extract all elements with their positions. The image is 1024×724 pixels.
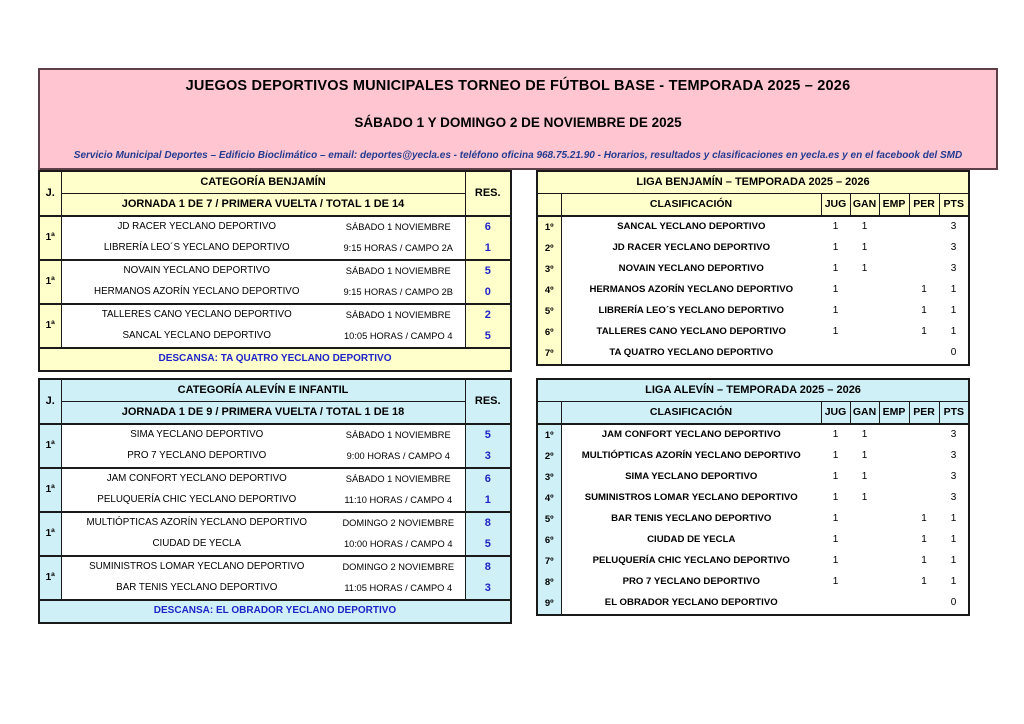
standing-position: 4º xyxy=(537,280,561,301)
standing-gan: 1 xyxy=(861,429,868,441)
match-jornada: 1ª xyxy=(39,468,61,512)
standing-pts: 1 xyxy=(950,513,957,525)
match-date: DOMINGO 2 NOVIEMBRE xyxy=(332,556,465,578)
pts-header: PTS xyxy=(939,402,969,425)
benjamin-standings-table xyxy=(536,170,970,366)
standing-pts: 1 xyxy=(950,576,957,588)
standing-pts: 3 xyxy=(950,221,957,233)
match-away-team: PELUQUERÍA CHIC YECLANO DEPORTIVO xyxy=(97,494,297,506)
standing-position: 7º xyxy=(537,343,561,365)
standing-per xyxy=(909,259,939,280)
standing-gan: 1 xyxy=(861,492,868,504)
rest-row xyxy=(39,348,511,371)
standing-team: PRO 7 YECLANO DEPORTIVO xyxy=(622,576,760,588)
standing-pts: 0 xyxy=(950,347,957,359)
alevin-matches-table xyxy=(38,378,512,624)
match-row xyxy=(39,512,511,534)
contact-info-line: Servicio Municipal Deportes – Edificio Bioclimático – email: deportes@yecla.es - teléfono oficina 968.75.21.90 - Horarios, resultados y clasificaciones en yecla.es y en el facebook del SMD xyxy=(73,150,963,161)
match-away-score: 5 xyxy=(465,326,511,348)
standing-per xyxy=(909,446,939,467)
standing-gan: 1 xyxy=(861,221,868,233)
league-title-row xyxy=(537,379,969,402)
standing-emp xyxy=(879,424,909,446)
standing-team: BAR TENIS YECLANO DEPORTIVO xyxy=(611,513,772,525)
standing-jug: 1 xyxy=(832,221,839,233)
match-row xyxy=(39,446,511,468)
standing-emp xyxy=(879,259,909,280)
standings-row xyxy=(537,216,969,238)
match-home-score: 6 xyxy=(465,468,511,490)
match-row xyxy=(39,578,511,600)
standing-team: JD RACER YECLANO DEPORTIVO xyxy=(612,242,771,254)
match-row xyxy=(39,260,511,282)
standing-emp xyxy=(879,509,909,530)
match-home-team: TALLERES CANO YECLANO DEPORTIVO xyxy=(61,304,332,326)
standing-jug: 1 xyxy=(832,326,839,338)
standing-per: 1 xyxy=(921,534,927,546)
standing-per: 1 xyxy=(921,284,927,296)
standing-jug: 1 xyxy=(832,429,839,441)
benjamin-matches-table xyxy=(38,170,512,372)
standing-position: 3º xyxy=(537,259,561,280)
standing-team: SUMINISTROS LOMAR YECLANO DEPORTIVO xyxy=(584,492,798,504)
per-header: PER xyxy=(909,402,939,425)
standing-pts: 3 xyxy=(950,242,957,254)
standing-team: TA QUATRO YECLANO DEPORTIVO xyxy=(609,347,774,359)
match-date: SÁBADO 1 NOVIEMBRE xyxy=(332,468,465,490)
league-title: LIGA BENJAMÍN – TEMPORADA 2025 – 2026 xyxy=(537,171,969,194)
standing-gan xyxy=(850,572,879,593)
match-jornada: 1ª xyxy=(39,304,61,348)
standing-jug xyxy=(821,593,850,615)
position-column-header xyxy=(537,194,561,217)
match-time-venue: 10:00 HORAS / CAMPO 4 xyxy=(343,538,453,549)
match-jornada: 1ª xyxy=(39,424,61,468)
standing-position: 1º xyxy=(537,216,561,238)
standing-pts: 1 xyxy=(950,534,957,546)
table-header-row xyxy=(39,171,511,194)
standing-team: PELUQUERÍA CHIC YECLANO DEPORTIVO xyxy=(592,555,790,567)
standing-emp xyxy=(879,322,909,343)
match-home-score: 5 xyxy=(465,260,511,282)
match-away-score: 3 xyxy=(465,578,511,600)
standings-row xyxy=(537,467,969,488)
standings-row xyxy=(537,301,969,322)
standings-row xyxy=(537,509,969,530)
standing-gan: 1 xyxy=(861,471,868,483)
standing-jug: 1 xyxy=(832,450,839,462)
match-row xyxy=(39,326,511,348)
standing-team: MULTIÓPTICAS AZORÍN YECLANO DEPORTIVO xyxy=(581,450,801,462)
category-header: CATEGORÍA ALEVÍN E INFANTIL xyxy=(61,379,465,402)
match-row xyxy=(39,238,511,260)
standings-row xyxy=(537,259,969,280)
match-jornada: 1ª xyxy=(39,512,61,556)
standing-team: EL OBRADOR YECLANO DEPORTIVO xyxy=(604,597,778,609)
match-date: SÁBADO 1 NOVIEMBRE xyxy=(332,216,465,238)
match-date: SÁBADO 1 NOVIEMBRE xyxy=(332,304,465,326)
standing-gan xyxy=(850,343,879,365)
pts-header: PTS xyxy=(939,194,969,217)
standing-position: 2º xyxy=(537,238,561,259)
standing-emp xyxy=(879,593,909,615)
match-away-team: CIUDAD DE YECLA xyxy=(152,538,242,550)
standing-jug: 1 xyxy=(832,513,839,525)
standing-jug: 1 xyxy=(832,471,839,483)
rest-row xyxy=(39,600,511,623)
standing-pts: 3 xyxy=(950,429,957,441)
standing-per xyxy=(909,216,939,238)
jornada-info-row xyxy=(39,402,511,425)
match-time-venue: 10:05 HORAS / CAMPO 4 xyxy=(343,330,453,341)
tournament-banner xyxy=(38,68,998,170)
standing-position: 7º xyxy=(537,551,561,572)
per-header: PER xyxy=(909,194,939,217)
standing-pts: 3 xyxy=(950,450,957,462)
standing-jug: 1 xyxy=(832,242,839,254)
standing-jug: 1 xyxy=(832,555,839,567)
standing-per xyxy=(909,593,939,615)
standing-per xyxy=(909,238,939,259)
standings-row xyxy=(537,424,969,446)
standing-gan xyxy=(850,509,879,530)
clasificacion-header: CLASIFICACIÓN xyxy=(561,402,821,425)
standing-position: 3º xyxy=(537,467,561,488)
standing-gan: 1 xyxy=(861,242,868,254)
table-header-row xyxy=(39,379,511,402)
match-row xyxy=(39,556,511,578)
standing-per xyxy=(909,467,939,488)
standings-row xyxy=(537,593,969,615)
standing-gan xyxy=(850,593,879,615)
standing-emp xyxy=(879,530,909,551)
jug-header: JUG xyxy=(821,194,850,217)
tournament-title: JUEGOS DEPORTIVOS MUNICIPALES TORNEO DE FÚTBOL BASE - TEMPORADA 2025 – 2026 xyxy=(185,78,851,94)
standing-team: NOVAIN YECLANO DEPORTIVO xyxy=(618,263,764,275)
league-title-row xyxy=(537,171,969,194)
res-column-header: RES. xyxy=(465,379,511,424)
standing-per xyxy=(909,488,939,509)
match-away-team: SANCAL YECLANO DEPORTIVO xyxy=(122,330,271,342)
match-date: DOMINGO 2 NOVIEMBRE xyxy=(332,512,465,534)
standing-jug: 1 xyxy=(832,263,839,275)
match-away-score: 1 xyxy=(465,238,511,260)
standing-jug: 1 xyxy=(832,534,839,546)
standing-per: 1 xyxy=(921,326,927,338)
match-away-score: 5 xyxy=(465,534,511,556)
match-row xyxy=(39,468,511,490)
standing-per: 1 xyxy=(921,513,927,525)
standing-gan xyxy=(850,551,879,572)
match-row xyxy=(39,216,511,238)
standing-position: 4º xyxy=(537,488,561,509)
standings-row xyxy=(537,322,969,343)
standing-pts: 3 xyxy=(950,471,957,483)
gan-header: GAN xyxy=(850,402,879,425)
standings-header-row xyxy=(537,402,969,425)
jornada-column-header: J. xyxy=(39,379,61,424)
standing-per: 1 xyxy=(921,555,927,567)
standing-emp xyxy=(879,238,909,259)
standing-emp xyxy=(879,301,909,322)
match-home-score: 2 xyxy=(465,304,511,326)
match-away-team: LIBRERÍA LEO´S YECLANO DEPORTIVO xyxy=(103,242,290,254)
jug-header: JUG xyxy=(821,402,850,425)
match-row xyxy=(39,304,511,326)
standings-row xyxy=(537,343,969,365)
standing-pts: 1 xyxy=(950,555,957,567)
standing-position: 6º xyxy=(537,322,561,343)
resting-team: DESCANSA: EL OBRADOR YECLANO DEPORTIVO xyxy=(39,600,511,623)
standing-team: LIBRERÍA LEO´S YECLANO DEPORTIVO xyxy=(598,305,784,317)
standing-per: 1 xyxy=(921,305,927,317)
standing-emp xyxy=(879,280,909,301)
standing-position: 8º xyxy=(537,572,561,593)
standing-pts: 3 xyxy=(950,492,957,504)
league-title: LIGA ALEVÍN – TEMPORADA 2025 – 2026 xyxy=(537,379,969,402)
standing-gan xyxy=(850,280,879,301)
standing-team: JAM CONFORT YECLANO DEPORTIVO xyxy=(601,429,781,441)
standings-row xyxy=(537,530,969,551)
standing-emp xyxy=(879,572,909,593)
standing-pts: 1 xyxy=(950,326,957,338)
standings-row xyxy=(537,280,969,301)
standings-row xyxy=(537,488,969,509)
match-time-venue: 11:10 HORAS / CAMPO 4 xyxy=(344,494,453,505)
standing-position: 2º xyxy=(537,446,561,467)
standing-jug: 1 xyxy=(832,576,839,588)
standing-team: SANCAL YECLANO DEPORTIVO xyxy=(617,221,766,233)
standing-jug: 1 xyxy=(832,492,839,504)
position-column-header xyxy=(537,402,561,425)
standing-position: 6º xyxy=(537,530,561,551)
standing-emp xyxy=(879,216,909,238)
match-date: SÁBADO 1 NOVIEMBRE xyxy=(332,424,465,446)
standing-team: TALLERES CANO YECLANO DEPORTIVO xyxy=(596,326,786,338)
alevin-standings-table xyxy=(536,378,970,616)
jornada-info-row xyxy=(39,194,511,217)
standing-jug: 1 xyxy=(832,284,839,296)
match-home-score: 6 xyxy=(465,216,511,238)
standing-pts: 1 xyxy=(950,284,957,296)
match-date: SÁBADO 1 NOVIEMBRE xyxy=(332,260,465,282)
match-home-team: SIMA YECLANO DEPORTIVO xyxy=(61,424,332,446)
standing-emp xyxy=(879,343,909,365)
match-time-venue: 9:15 HORAS / CAMPO 2B xyxy=(343,286,454,297)
standing-emp xyxy=(879,446,909,467)
match-away-score: 0 xyxy=(465,282,511,304)
standing-per xyxy=(909,424,939,446)
match-jornada: 1ª xyxy=(39,260,61,304)
match-row xyxy=(39,534,511,556)
match-away-score: 1 xyxy=(465,490,511,512)
standing-position: 9º xyxy=(537,593,561,615)
match-away-team: PRO 7 YECLANO DEPORTIVO xyxy=(127,450,267,462)
match-time-venue: 9:00 HORAS / CAMPO 4 xyxy=(346,450,450,461)
match-jornada: 1ª xyxy=(39,216,61,260)
standing-position: 1º xyxy=(537,424,561,446)
match-away-score: 3 xyxy=(465,446,511,468)
gan-header: GAN xyxy=(850,194,879,217)
emp-header: EMP xyxy=(879,194,909,217)
match-row xyxy=(39,490,511,512)
standing-pts: 3 xyxy=(950,263,957,275)
standing-pts: 1 xyxy=(950,305,957,317)
match-time-venue: 11:05 HORAS / CAMPO 4 xyxy=(344,582,453,593)
match-home-score: 5 xyxy=(465,424,511,446)
res-column-header: RES. xyxy=(465,171,511,216)
emp-header: EMP xyxy=(879,402,909,425)
match-home-team: MULTIÓPTICAS AZORÍN YECLANO DEPORTIVO xyxy=(61,512,332,534)
match-home-team: NOVAIN YECLANO DEPORTIVO xyxy=(61,260,332,282)
standing-pts: 0 xyxy=(950,597,957,609)
standing-jug xyxy=(821,343,850,365)
standing-team: CIUDAD DE YECLA xyxy=(647,534,736,546)
standing-gan: 1 xyxy=(861,263,868,275)
standing-gan xyxy=(850,301,879,322)
jornada-info: JORNADA 1 DE 7 / PRIMERA VUELTA / TOTAL 1 DE 14 xyxy=(61,194,465,217)
match-time-venue: 9:15 HORAS / CAMPO 2A xyxy=(343,242,454,253)
jornada-info: JORNADA 1 DE 9 / PRIMERA VUELTA / TOTAL 1 DE 18 xyxy=(61,402,465,425)
match-row xyxy=(39,282,511,304)
match-home-score: 8 xyxy=(465,556,511,578)
standing-team: HERMANOS AZORÍN YECLANO DEPORTIVO xyxy=(589,284,794,296)
category-header: CATEGORÍA BENJAMÍN xyxy=(61,171,465,194)
match-home-team: JD RACER YECLANO DEPORTIVO xyxy=(61,216,332,238)
standing-per xyxy=(909,343,939,365)
standing-position: 5º xyxy=(537,301,561,322)
standings-header-row xyxy=(537,194,969,217)
standings-row xyxy=(537,551,969,572)
match-away-team: BAR TENIS YECLANO DEPORTIVO xyxy=(116,582,278,594)
standing-gan: 1 xyxy=(861,450,868,462)
standing-jug: 1 xyxy=(832,305,839,317)
jornada-column-header: J. xyxy=(39,171,61,216)
clasificacion-header: CLASIFICACIÓN xyxy=(561,194,821,217)
match-away-team: HERMANOS AZORÍN YECLANO DEPORTIVO xyxy=(94,286,300,298)
standing-gan xyxy=(850,322,879,343)
match-home-score: 8 xyxy=(465,512,511,534)
standing-position: 5º xyxy=(537,509,561,530)
resting-team: DESCANSA: TA QUATRO YECLANO DEPORTIVO xyxy=(39,348,511,371)
match-jornada: 1ª xyxy=(39,556,61,600)
standings-row xyxy=(537,446,969,467)
match-home-team: SUMINISTROS LOMAR YECLANO DEPORTIVO xyxy=(61,556,332,578)
standing-emp xyxy=(879,467,909,488)
standings-row xyxy=(537,238,969,259)
match-row xyxy=(39,424,511,446)
standing-emp xyxy=(879,551,909,572)
standing-per: 1 xyxy=(921,576,927,588)
standing-gan xyxy=(850,530,879,551)
standings-row xyxy=(537,572,969,593)
standing-team: SIMA YECLANO DEPORTIVO xyxy=(625,471,758,483)
matchday-dates: SÁBADO 1 Y DOMINGO 2 DE NOVIEMBRE DE 2025 xyxy=(354,114,682,130)
match-home-team: JAM CONFORT YECLANO DEPORTIVO xyxy=(61,468,332,490)
standing-emp xyxy=(879,488,909,509)
